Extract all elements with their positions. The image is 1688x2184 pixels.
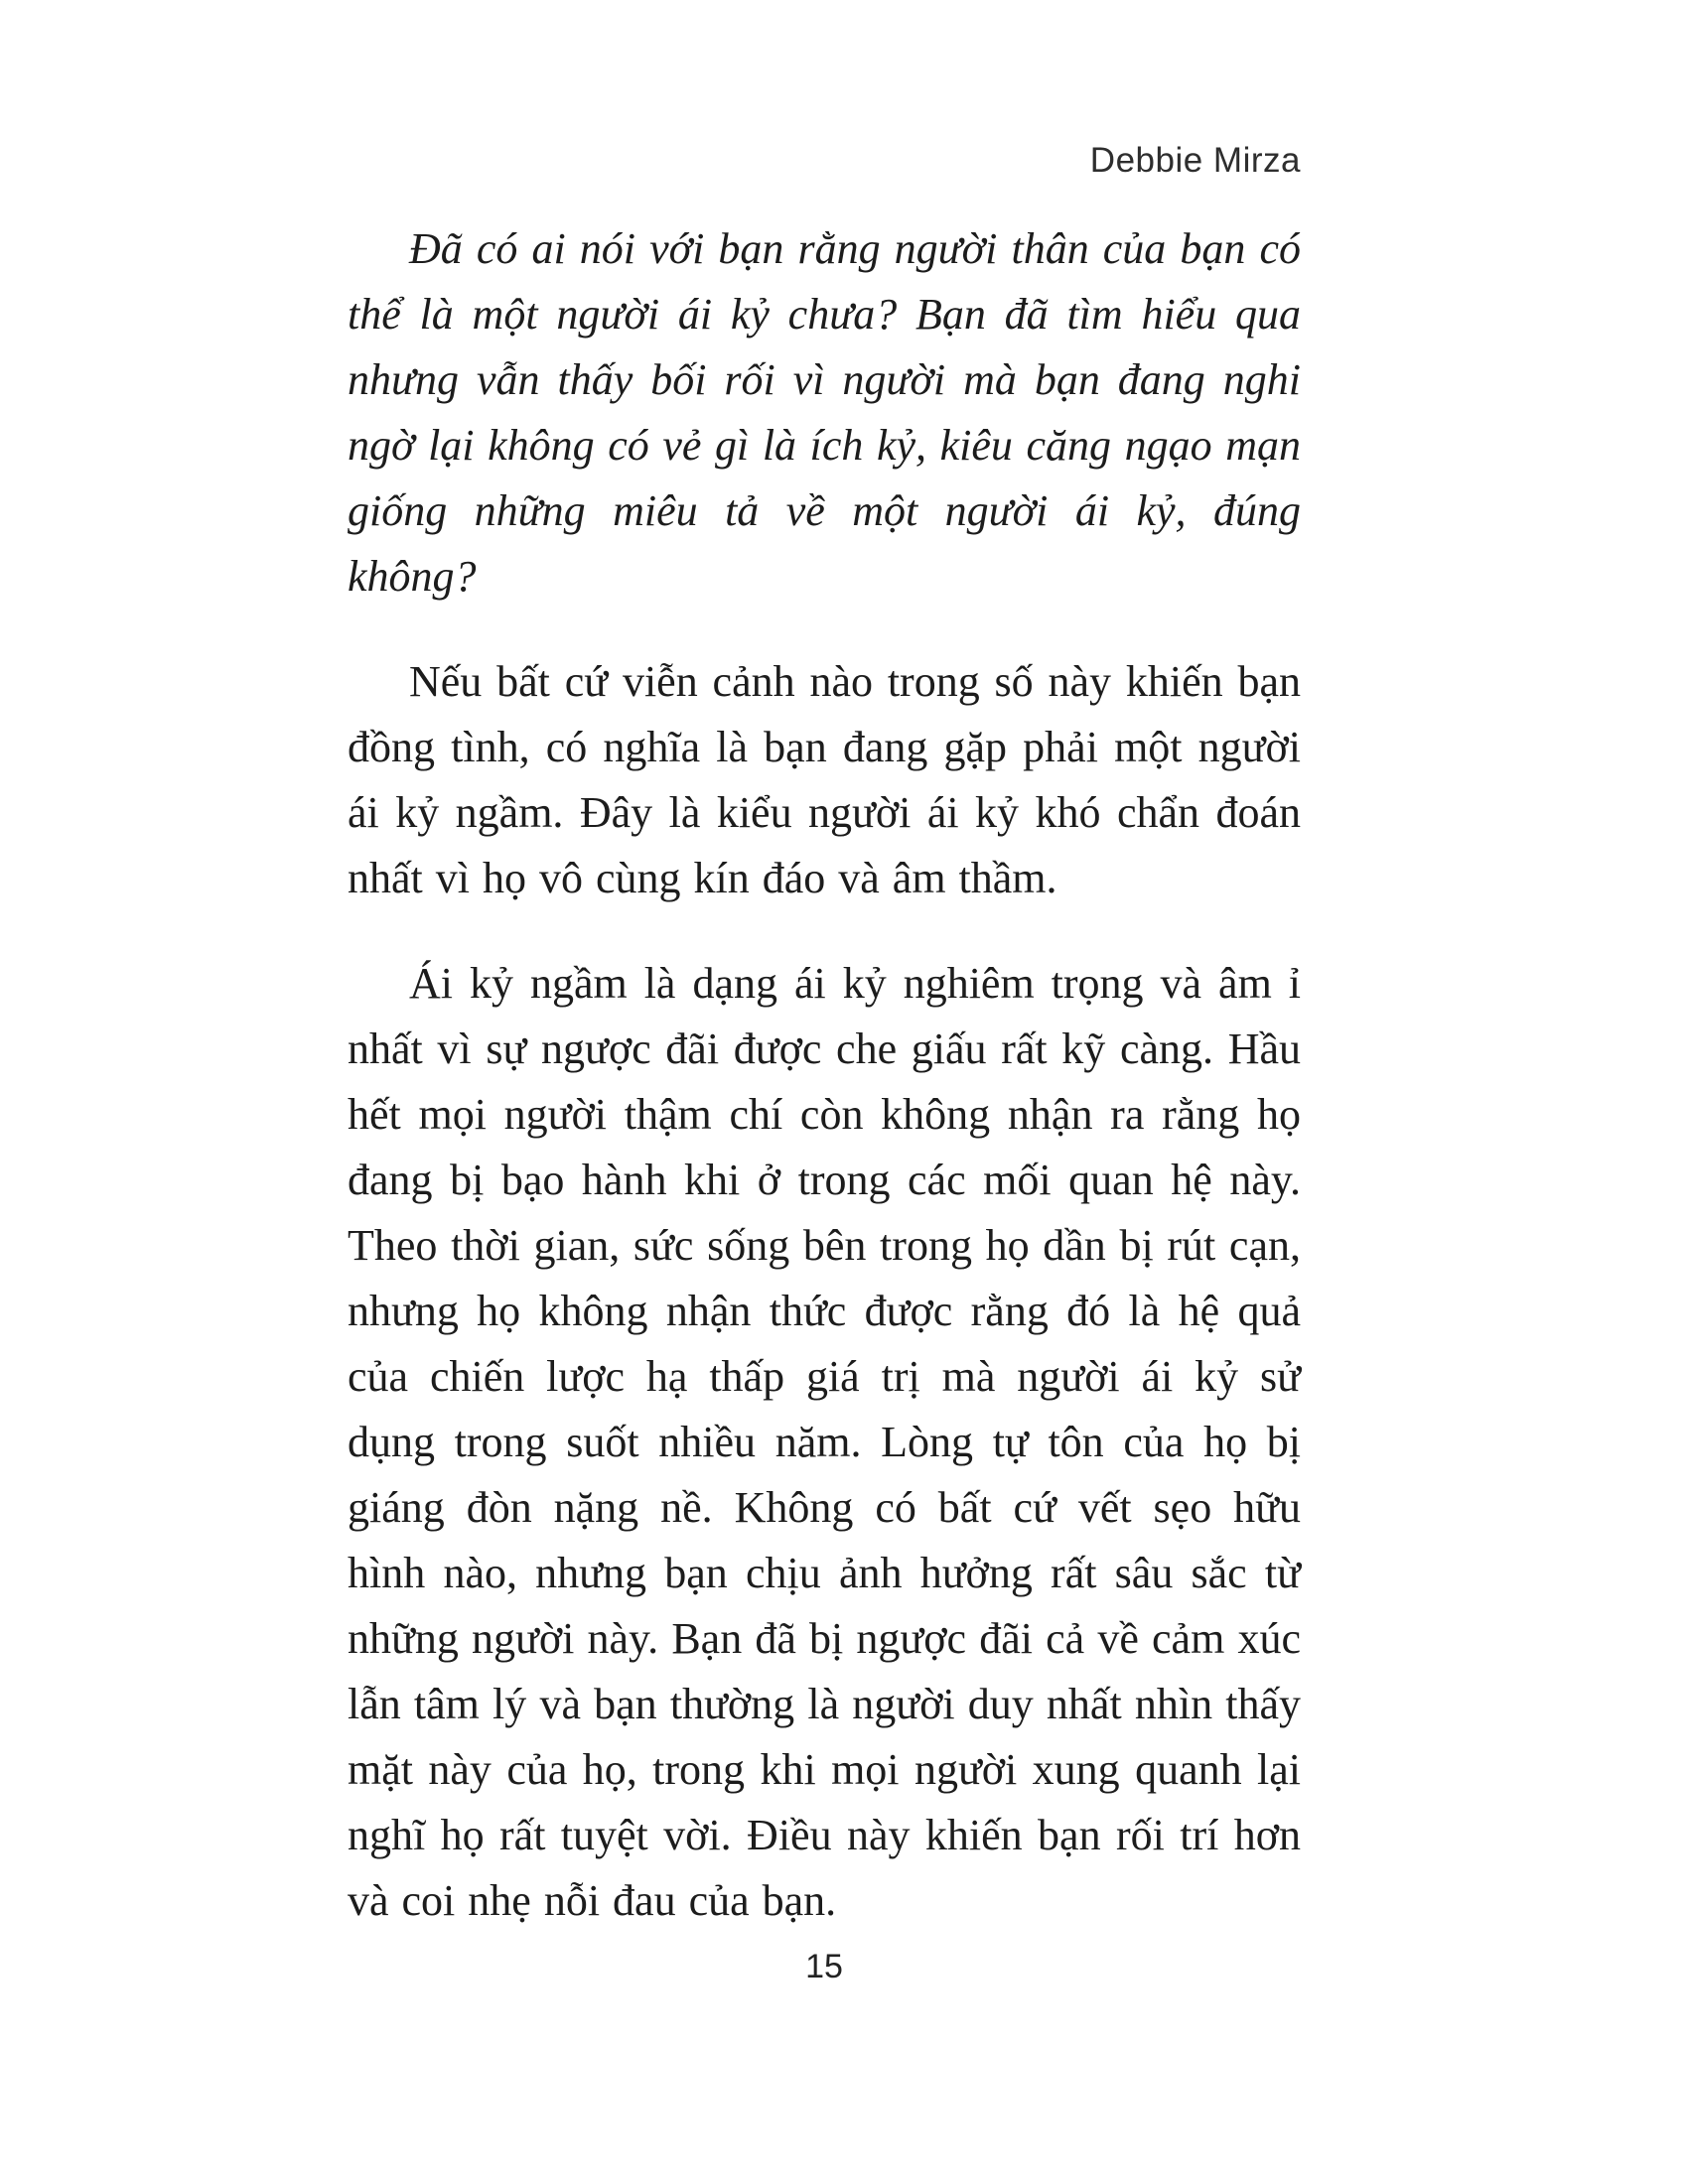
author-name: Debbie Mirza [1089, 141, 1301, 180]
paragraph-third: Ái kỷ ngầm là dạng ái kỷ nghiêm trọng và âm ỉ nhất vì sự ngược đãi được che giấu rất kỹ càng. Hầu hết mọi người thậm chí còn không nhận ra rằng họ đang bị bạo hành khi ở trong các mối quan hệ này. Theo thời gian, sức sống bên trong họ dần bị rút cạn, nhưng họ không nhận thức được rằng đó là hệ quả của chiến lược hạ thấp giá trị mà người ái kỷ sử dụng trong suốt nhiều năm. Lòng tự tôn của họ bị giáng đòn nặng nề. Không có bất cứ vết sẹo hữu hình nào, nhưng bạn chịu ảnh hưởng rất sâu sắc từ những người này. Bạn đã bị ngược đãi cả về cảm xúc lẫn tâm lý và bạn thường là người duy nhất nhìn thấy mặt này của họ, trong khi mọi người xung quanh lại nghĩ họ rất tuyệt vời. Điều này khiến bạn rối trí hơn và coi nhẹ nỗi đau của bạn. [348, 959, 1301, 1925]
running-header [348, 141, 1301, 181]
paragraph-opening-italic: Đã có ai nói với bạn rằng người thân của bạn có thể là một người ái kỷ chưa? Bạn đã tìm hiểu qua nhưng vẫn thấy bối rối vì người mà bạn đang nghi ngờ lại không có vẻ gì là ích kỷ, kiêu căng ngạo mạn giống những miêu tả về một người ái kỷ, đúng không? [348, 224, 1301, 601]
body-text [348, 216, 1301, 1974]
page-number: 15 [805, 1948, 843, 1985]
paragraph-second: Nếu bất cứ viễn cảnh nào trong số này khiến bạn đồng tình, có nghĩa là bạn đang gặp phải một người ái kỷ ngầm. Đây là kiểu người ái kỷ khó chẩn đoán nhất vì họ vô cùng kín đáo và âm thầm. [348, 657, 1301, 902]
